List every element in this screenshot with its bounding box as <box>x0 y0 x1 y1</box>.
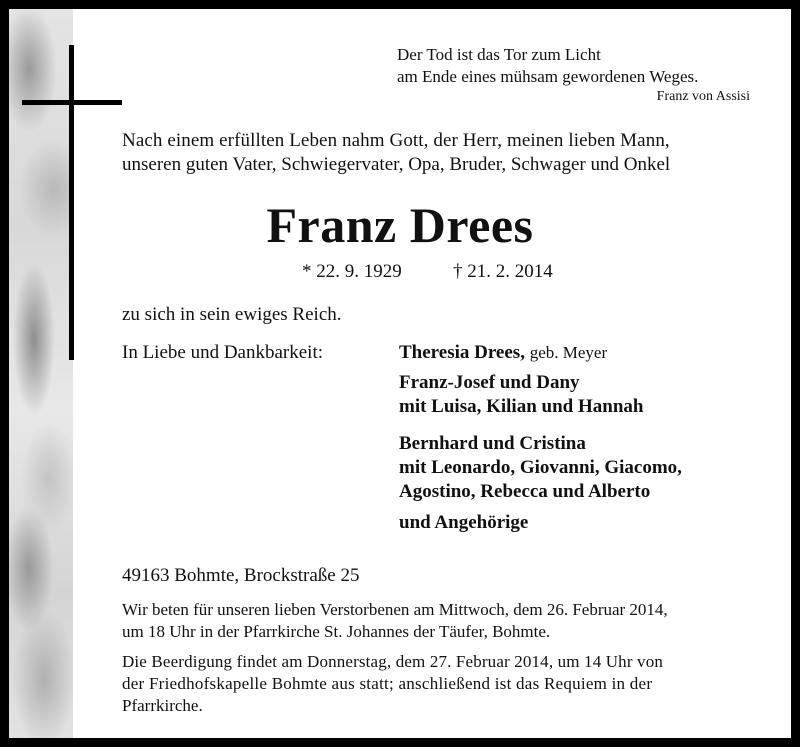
spouse-maiden-name: geb. Meyer <box>529 343 608 362</box>
intro-line-2: unseren guten Vater, Schwiegervater, Opa, Bruder, Schwager und Onkel <box>122 154 671 175</box>
death-date: † 21. 2. 2014 <box>453 261 553 282</box>
address: 49163 Bohmte, Brockstraße 25 <box>122 565 360 586</box>
relatives-line: und Angehörige <box>399 512 529 533</box>
mourners-heading: In Liebe und Dankbarkeit: <box>122 342 324 363</box>
obituary-card <box>9 9 791 738</box>
spouse-name: Theresia Drees, <box>399 342 525 363</box>
family2-line-2: mit Leonardo, Giovanni, Giacomo, <box>399 457 682 478</box>
quote-line-1: Der Tod ist das Tor zum Licht <box>397 45 601 64</box>
burial-line-3: Pfarrkirche. <box>122 696 203 715</box>
marble-border <box>9 9 73 738</box>
prayer-line-1: Wir beten für unseren lieben Verstorbenen am Mittwoch, dem 26. Februar 2014, <box>122 600 668 619</box>
deceased-name: Franz Drees <box>266 197 534 253</box>
cross-icon-bar <box>22 100 122 105</box>
quote-line-2: am Ende eines mühsam gewordenen Weges. <box>397 67 699 86</box>
burial-line-1: Die Beerdigung findet am Donnerstag, dem 27. Februar 2014, um 14 Uhr von <box>122 652 663 671</box>
family1-line-2: mit Luisa, Kilian und Hannah <box>399 396 644 417</box>
prayer-line-2: um 18 Uhr in der Pfarrkirche St. Johannes der Täufer, Bohmte. <box>122 622 551 641</box>
family1-line-1: Franz-Josef und Dany <box>399 372 580 393</box>
burial-line-2: der Friedhofskapelle Bohmte aus statt; anschließend ist das Requiem in der <box>122 674 653 693</box>
birth-date: * 22. 9. 1929 <box>302 261 402 282</box>
family2-line-1: Bernhard und Cristina <box>399 433 586 454</box>
intro-line-1: Nach einem erfüllten Leben nahm Gott, der Herr, meinen lieben Mann, <box>122 130 670 151</box>
family2-line-3: Agostino, Rebecca und Alberto <box>399 481 651 502</box>
reich-line: zu sich in sein ewiges Reich. <box>122 304 342 325</box>
spouse <box>399 342 607 364</box>
quote-author: Franz von Assisi <box>656 89 750 104</box>
